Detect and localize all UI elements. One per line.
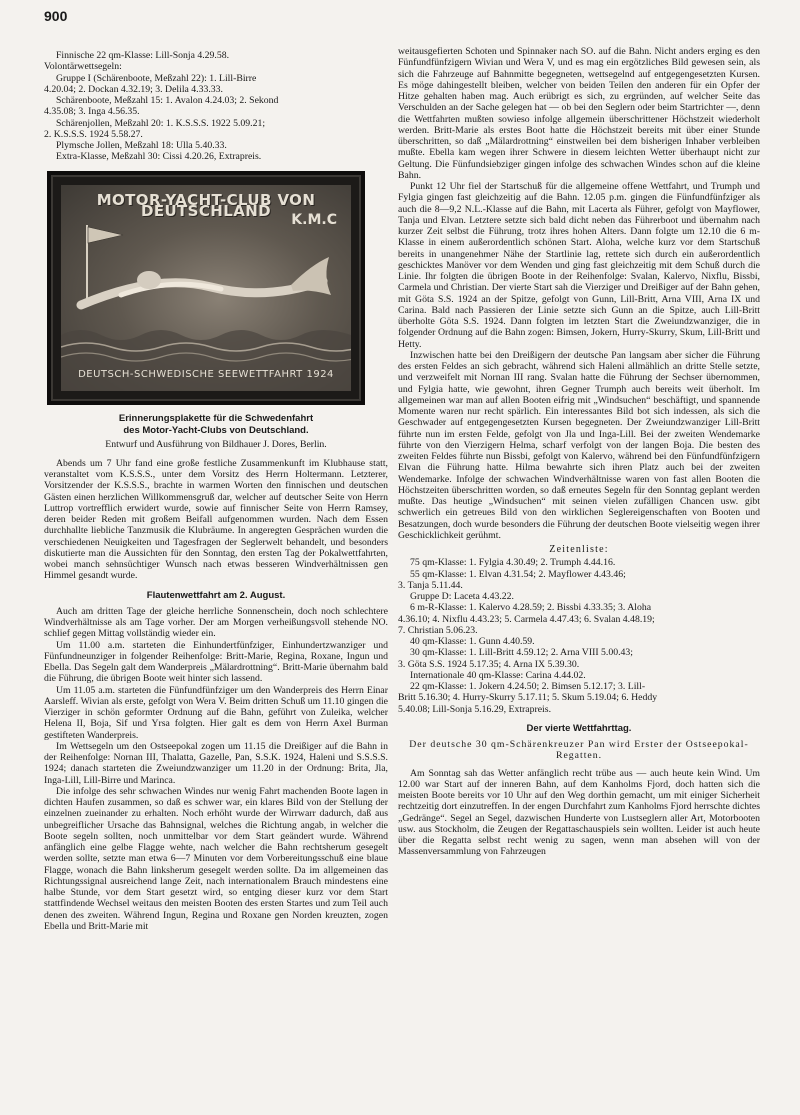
plaque-monogram: K.M.C: [291, 211, 337, 228]
times-line: 30 qm-Klasse: 1. Lill-Britt 4.59.12; 2. Arna VIII 5.00.43;: [410, 647, 633, 659]
result-line: 4.35.08; 3. Inga 4.56.35.: [44, 106, 140, 118]
times-line: 40 qm-Klasse: 1. Gunn 4.40.59.: [410, 636, 535, 647]
times-list-heading: Zeitenliste:: [549, 544, 609, 555]
caption-line: Erinnerungsplakette für die Schwedenfahrt: [118, 412, 314, 424]
page-number: 900: [44, 8, 68, 24]
times-line: 5.40.08; Lill-Sonja 5.16.29, Extrapreis.: [398, 703, 552, 715]
paragraph: Im Wettsegeln um den Ostseepokal zogen um 11.15 die Dreißiger auf die Bahn in der Reihenfolge: Nornan III, Thalatta, Gazelle, Pan, S.S.K. 1924, Haleni und S.S.S.S. 1924; danach starteten die Zweiundzwanziger um 11.20 in der Ordnung: Brita, Jla, Inga-Lill, Lill-Birre und Marinca.: [44, 740, 388, 786]
times-line: 4.36.10; 4. Nixflu 4.43.23; 5. Carmela 4.47.43; 6. Svalan 4.48.19;: [398, 613, 655, 625]
times-line: 7. Christian 5.06.23.: [398, 624, 478, 636]
times-line: 3. Tanja 5.11.44.: [398, 579, 463, 591]
left-column: [44, 50, 388, 932]
plaque-title: MOTOR-YACHT-CLUB VON DEUTSCHLAND: [96, 190, 316, 220]
times-line: Internationale 40 qm-Klasse: Carina 4.44.02.: [410, 669, 586, 681]
result-line: Gruppe I (Schärenboote, Meßzahl 22): 1. Lill-Birre: [56, 72, 257, 84]
result-line: Schärenjollen, Meßzahl 20: 1. K.S.S.S. 1922 5.09.21;: [56, 117, 266, 129]
paragraph: Inzwischen hatte bei den Dreißigern der deutsche Pan langsam aber sicher die Führung des ersten Feldes an sich gebracht, während sich Haleni allmählich an dritte Stelle setzte, und verzweifelt mit Nornan III rang. Svalan hatte die Führung der Sechser übernommen, und Fylgia hatte, wie gewohnt, ihren Gegner Trumph auch bereits weit überholt. Im allgemeinen war man auf allen Booten eifrig mit „Windsuchen“ beschäftigt, und spannende Momente waren nur recht spärlich. Ein interessantes Bild bot sich indessen, als sich die Geschwader auf entgegengesetzten Kursen begegneten. Der Zweiundzwanziger Lill-Britt führte nun im ersten Felde, gefolgt von Jla und Inga-Lill. Bei der zweiten Wendemarke führte von den Vierzigern Helma, scharf verfolgt von der langen Boja. Die besten des zweiten Feldes führte nun Bissbi, gefolgt von Kalervo, während bei den Fünfundfünfzigern Elvan die Führung hatte. Hilma bewahrte sich ihren Platz auch bei der zweiten Wendemarke. Infolge der schwachen Windverhältnisse waren von fast allen Booten die Höchstzeiten überschritten worden, so daß erneutes Segeln für den Sonntag geplant werden mußte. Das heutige „Windsuchen“ mit seinen vielen zufälligen Chancen usw. gibt schwerlich ein getreues Bild von den wirklichen Seglereigenschaften von Booten und Besatzungen, doch wurde besonders die Führung der deutschen Boote vielseitig wegen ihrer Geschicklichkeit gerühmt.: [398, 349, 760, 541]
times-line: Britt 5.16.30; 4. Hurry-Skurry 5.17.11; 5. Skum 5.19.04; 6. Heddy: [398, 692, 658, 704]
paragraph: Die infolge des sehr schwachen Windes nur wenig Fahrt machenden Boote lagen in dichten Haufen zusammen, so daß es schwer war, ein klares Bild von der Stellung der einzelnen zueinander zu erhalten. Noch erhöht wurde der Wirrwarr dadurch, daß aus unbegreiflicher Ursache das Bahnsignal, welches die Richtung angab, in welcher die Boote segeln sollten, noch unmittelbar vor dem Start geändert wurde. Während anfänglich eine gelbe Flagge wehte, nach welcher die Bahn rechtsherum gesegelt werden sollte, setzte man etwa 6—7 Minuten vor dem Vorbereitungsschuß eine blaue Flagge, wonach die Bahn linksherum gesegelt werden sollte. Da im allgemeinen das Richtungssignal ausreichend lange Zeit, nach internationalem Brauch mindestens eine halbe Stunde, vor dem Start gesetzt wird, so entging dieser kurz vor dem Start stattfindende Wechsel weitaus den meisten Booten des ersten Startes und zum Teil auch denen des zweiten. Während Ingun, Regina und Roxane gen Norden kreuzten, zogen Ebella und Britt-Marie mit: [44, 785, 388, 932]
result-line: Schärenboote, Meßzahl 15: 1. Avalon 4.24.03; 2. Sekond: [56, 95, 279, 106]
plaque-inscription: DEUTSCH-SCHWEDISCHE SEEWETTFAHRT 1924: [78, 369, 334, 381]
times-line: 55 qm-Klasse: 1. Elvan 4.31.54; 2. Mayflower 4.43.46;: [410, 568, 626, 580]
times-line: 3. Göta S.S. 1924 5.17.35; 4. Arna IX 5.39.30.: [398, 658, 580, 670]
result-line: 4.20.04; 2. Dockan 4.32.19; 3. Delila 4.33.33.: [44, 83, 223, 95]
caption-credit: Entwurf und Ausführung von Bildhauer J. Dores, Berlin.: [105, 438, 327, 450]
figure-caption: [44, 413, 388, 450]
caption-line: des Motor-Yacht-Clubs von Deutschland.: [123, 424, 309, 436]
paragraph: Abends um 7 Uhr fand eine große festliche Zusammenkunft im Klubhause statt, veranstaltet vom K.S.S.S., unter dem Vorsitz des Herrn Holtermann. Letzterer, Vorsitzender der K.S.S.S., brachte in warmen Worten den finnischen und deutschen Gästen einen herzlichen Willkommensgruß dar, welcher auf deutscher Seite von Herrn Luttrop vortrefflich erwidert wurde, sowie auf finnischer Seite von Herrn Ramsey, deren beider Reden mit großem Beifall aufgenommen wurden. Nach dem Essen durchhallte liebliche Tanzmusik die Klubräume. In angeregten Gesprächen wurden die verschiedenen Neuigkeiten und Tagesfragen der Seglerwelt behandelt, und besonders diskutierte man die Aussichten für den Sonntag, den ersten Tag der Pokalwettfahrten, wobei manch sehnsüchtiger Wunsch nach etwas besseren Windverhältnissen gen Himmel gesandt wurde.: [44, 457, 388, 582]
right-column: [398, 46, 760, 858]
paragraph: Am Sonntag sah das Wetter anfänglich recht trübe aus — auch heute kein Wind. Um 12.00 war Start auf der inneren Bahn, auf dem Kanholms Fjord, doch hatten sich die meisten Boote bereits vor 10 Uhr auf den Weg dorthin gemacht, um mit einiger Sicherheit rechtzeitig dort einzutreffen. In der engen Durchfahrt zum Kanholms Fjord herrschte dichtes „Gedränge“. Segel an Segel, dazwischen Hunderte von Lustseglern aller Art, Motorbooten usw. aus Stockholm, die Zeugen der Regattaschauspiels sein wollten. Leider ist auch heute über die Regatta selbst recht wenig zu sagen, wenn man absehen will von der Massenversammlung von Fahrzeugen: [398, 767, 760, 858]
times-line: Gruppe D: Laceta 4.43.22.: [410, 591, 514, 602]
section-heading: Flautenwettfahrt am 2. August.: [146, 589, 286, 601]
section-heading: Der vierte Wettfahrttag.: [526, 722, 632, 734]
result-line: Extra-Klasse, Meßzahl 30: Cissi 4.20.26, Extrapreis.: [56, 151, 262, 163]
paragraph: Auch am dritten Tage der gleiche herrliche Sonnenschein, doch noch schlechtere Windverhältnisse als am Tage vorher. Der am Morgen verheißungsvoll stehende NO. schlief gegen Mittag vollständig wieder ein.: [44, 605, 388, 640]
commemorative-plaque-image: [47, 171, 365, 405]
result-line: 2. K.S.S.S. 1924 5.58.27.: [44, 128, 143, 140]
result-line: Volontärwettsegeln:: [44, 61, 122, 73]
class-results-top: [44, 50, 388, 163]
times-list: [398, 557, 760, 715]
paragraph: weitausgefierten Schoten und Spinnaker nach SO. auf die Bahn. Nicht anders erging es den Fünfundfünfzigern Wivian und Wera V, und es mag ein ergötzliches Bild gewesen sein, als sich die Fahrzeuge auf Bahnmitte begegneten, wettsegelnd auf entgegengesetzten Kursen. Es möge dahingestellt bleiben, welcher von beiden Teilen den anderen für ein Opfer der Hitze gehalten haben mag. Auch erübrigt es sich, zu ergründen, auf welcher Seite das Verschulden an der Sache gelegen hat — ob bei den Seglern oder beim Startrichter —, denn die Wettfahrten mußten sowieso infolge allgemein überschrittener Höchstzeit wiederholt werden. Britt-Marie als erstes Boot hatte die Höchstzeit bereits mit über einer Stunde überschritten, so daß „Mälardrottning“ einstweilen bei dem bisherigen Inhaber verbleiben mußte. Ebella kam wegen ihrer Schwere in diesem leichten Wetter überhaupt nicht zur Geltung. Die Fünfundsiebziger gingen infolge des schwachen Windes schon auf die kleine Bahn.: [398, 46, 760, 181]
result-line: Plymsche Jollen, Meßzahl 18: Ulla 5.40.33.: [56, 140, 227, 151]
times-line: 75 qm-Klasse: 1. Fylgia 4.30.49; 2. Trumph 4.44.16.: [410, 557, 616, 569]
paragraph: Um 11.00 a.m. starteten die Einhundertfünfziger, Einhundertzwanziger und Fünfundneunziger in folgender Reihenfolge: Britt-Marie, Regina, Roxane, Ingun und Ebella. Das Segeln galt dem Wanderpreis „Mälardrottning“. Britt-Marie übernahm bald die Führung, die übrigen Boote weit hinter sich lassend.: [44, 639, 388, 685]
paragraph: Punkt 12 Uhr fiel der Startschuß für die allgemeine offene Wettfahrt, und Trumph und Fylgia gingen fast gleichzeitig auf die Bahn. 12.05 p.m. gingen die Fünfundfünfziger als auch die 8—9,2 N.L.-Klasse auf die Bahn, mit Lacerta als Führer, gefolgt von Mayflower, Tanja und Elvan. Letztere setzte sich bald dicht neben das Führerboot und übernahm nach kurzer Zeit selbst die Führung, trotz ihres hohen Alters. Dann folgte um 12.10 die 6 m-Klasse in einem außerordentlich schönen Start. Aloha, welche kurz vor dem Startschuß bereits in unangenehmer Nähe der Startlinie lag, rettete sich durch ein außerordentlich geschicktes Manöver vor dem Wenden und ging fast gleichzeitig mit dem Schuß durch die Linie. Ihr folgten die übrigen Boote in der Reihenfolge: Svalan, Kalervo, Nixflu, Bissbi, Carmela und Christian. Der vierte Start sah die Vierziger und Dreißiger auf der Bahn gehen, mit Göta S.S. 1924 an der Spitze, gefolgt von Gunn, Lill-Britt, Arna VIII, Arna IX und Carina. Bald nach Passieren der Linie setzte sich Gunn an die Spitze, auch Lill-Britt überholte Göta S.S. 1924. Dann folgten im letzten Start die Zweiundzwanziger, die in folgender Ordnung auf die Bahn zogen: Bimsen, Jokern, Hurry-Skurry, Skum, Lill-Britt und Hetty.: [398, 181, 760, 350]
paragraph: Um 11.05 a.m. starteten die Fünfundfünfziger um den Wanderpreis des Herrn Einar Aarsleff. Wivian als erste, gefolgt von Wera V. Beim dritten Schuß um 11.10 gingen die Vierziger in schön geformter Ordnung auf die Bahn, geführt von Zuleika, welcher Helena II, Boja, Sif und Yrsa folgten. Hier galt es dem von Herrn Axel Burman gestifteten Wanderpreis.: [44, 684, 388, 741]
result-line: Finnische 22 qm-Klasse: Lill-Sonja 4.29.58.: [56, 50, 230, 61]
times-line: 22 qm-Klasse: 1. Jokern 4.24.50; 2. Bimsen 5.12.17; 3. Lill-: [410, 681, 646, 692]
times-line: 6 m-R-Klasse: 1. Kalervo 4.28.59; 2. Bissbi 4.33.35; 3. Aloha: [410, 602, 652, 614]
section-subtitle: Der deutsche 30 qm-Schärenkreuzer Pan wird Erster der Ostseepokal-Regatten.: [409, 739, 749, 762]
